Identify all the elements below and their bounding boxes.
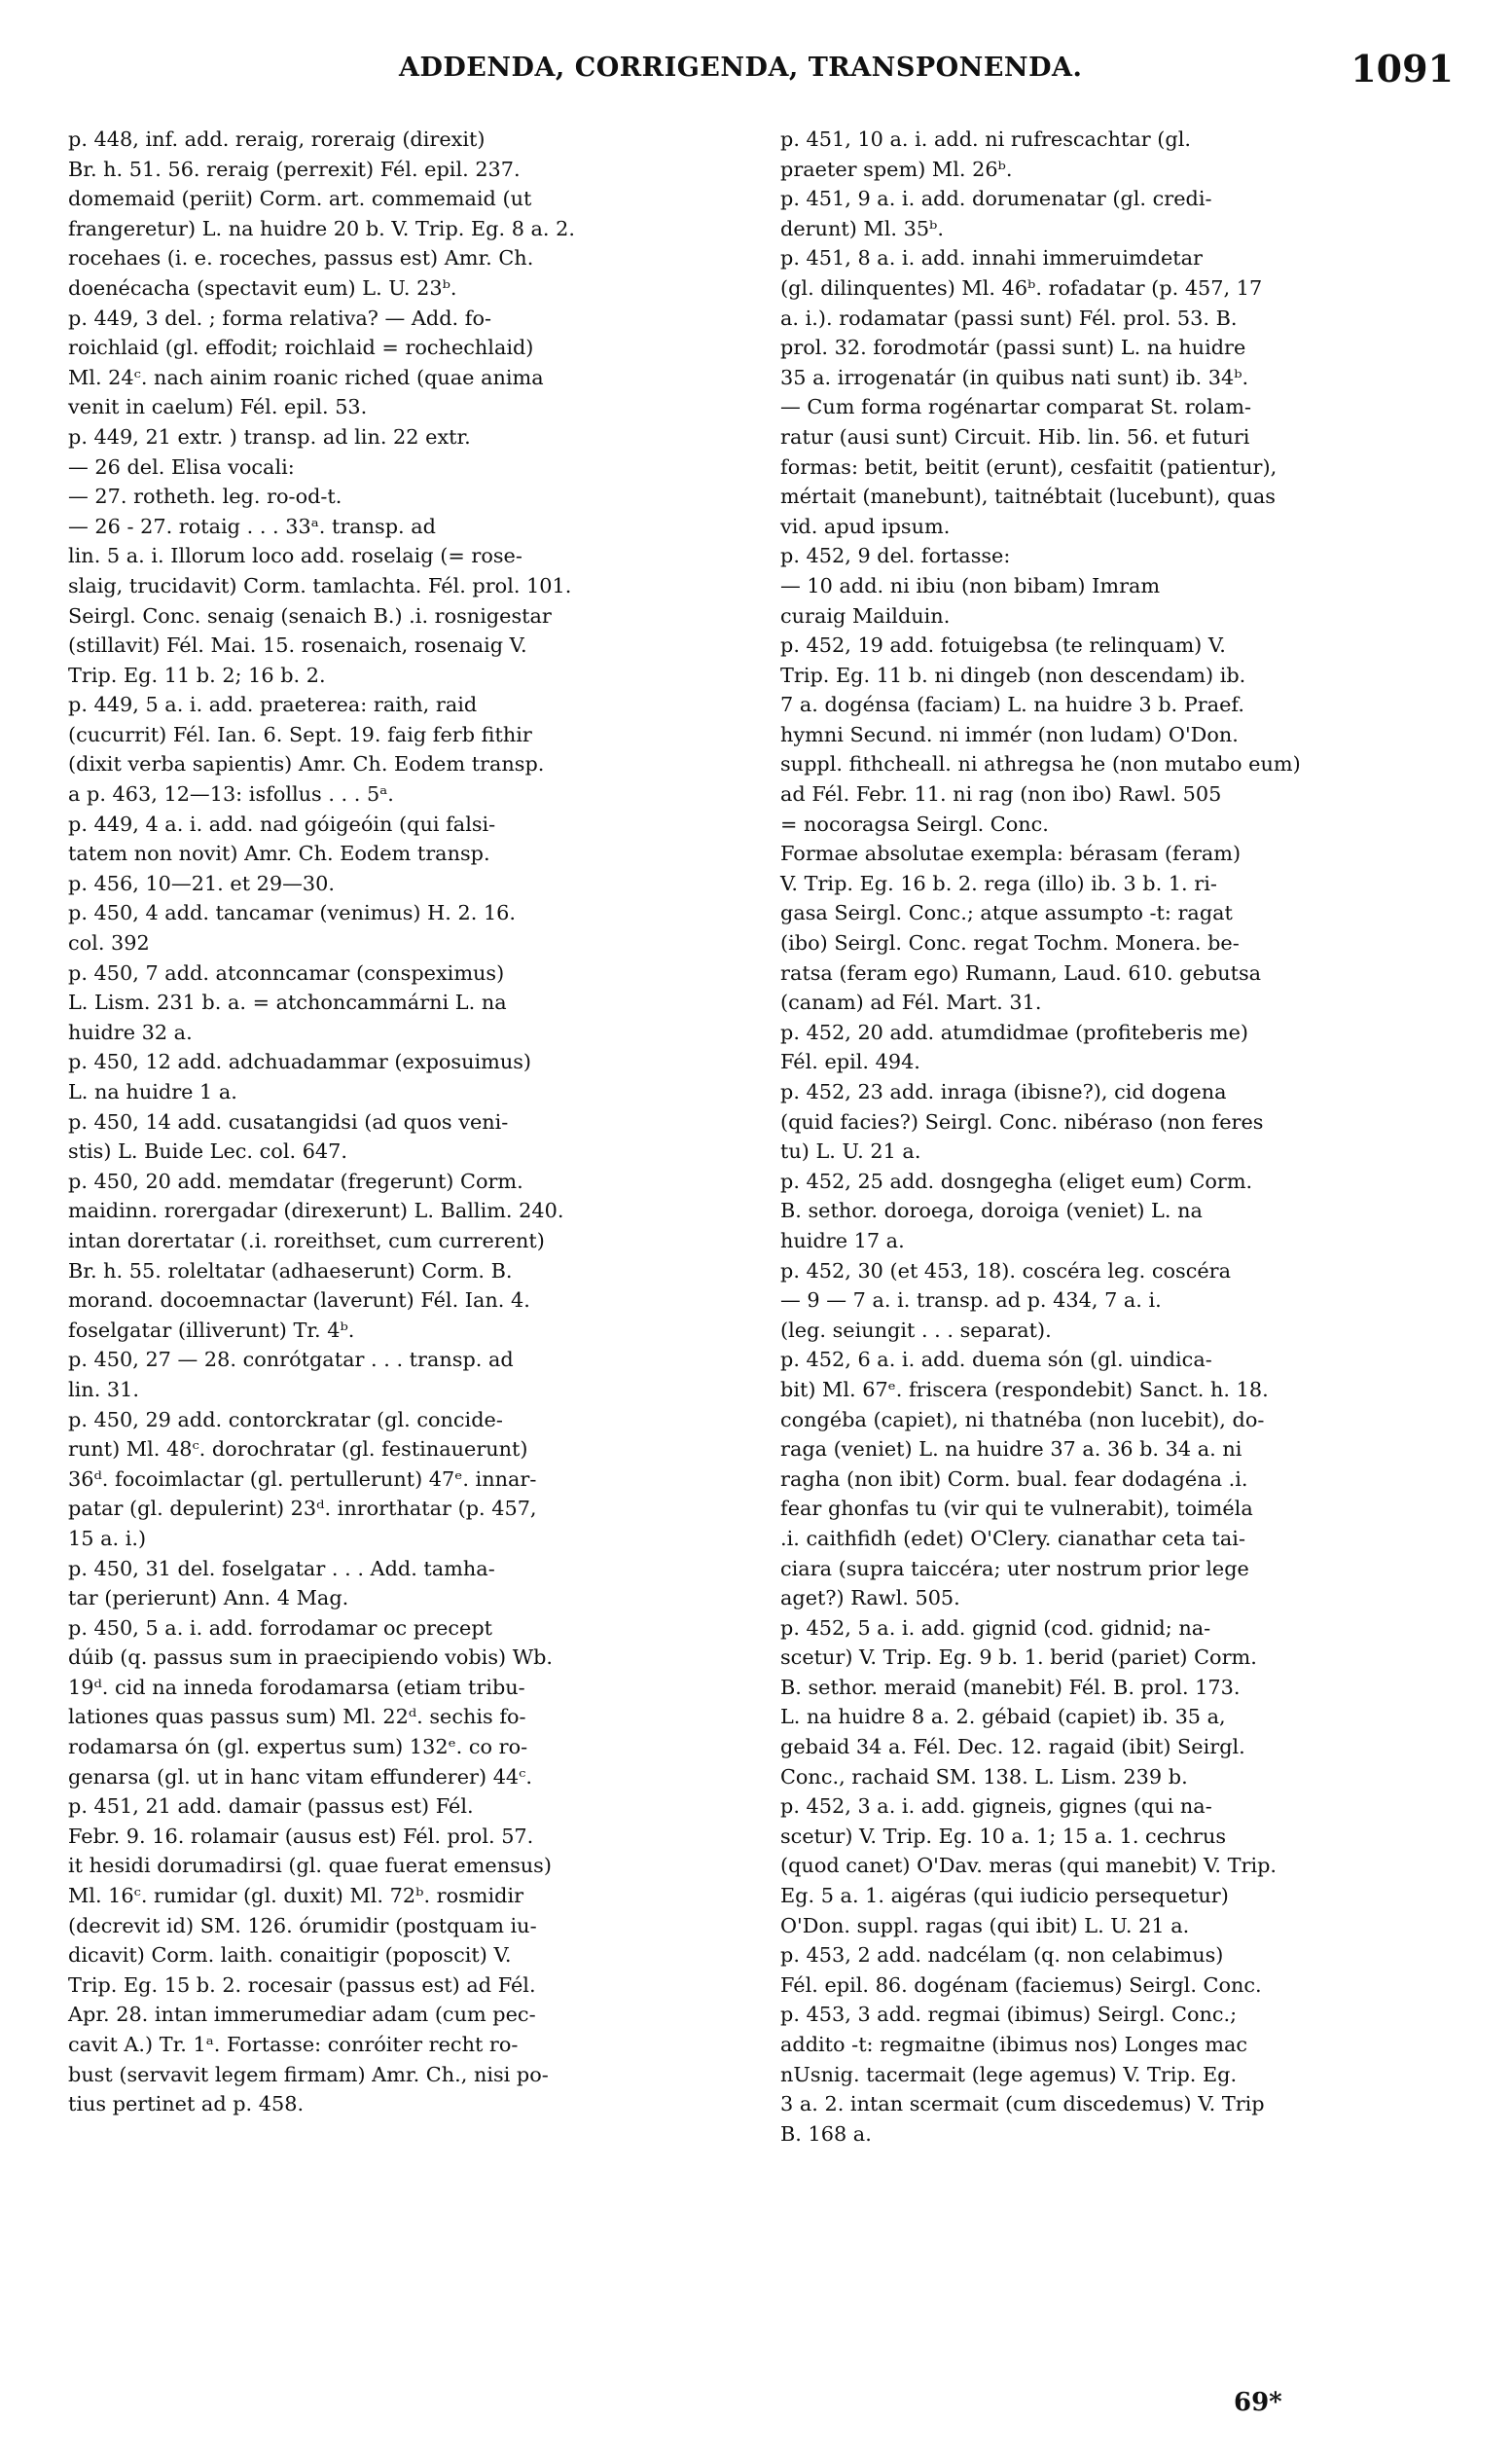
text-line: praeter spem) Ml. 26ᵇ.: [780, 157, 1013, 181]
text-line: curaig Mailduin.: [780, 603, 951, 628]
text-line: ragha (non ibit) Corm. bual. fear dodagéna .i.: [780, 1466, 1248, 1491]
text-line: Trip. Eg. 11 b. ni dingeb (non descendam) ib.: [780, 663, 1246, 687]
text-line: p. 451, 8 a. i. add. innahi immeruimdetar: [780, 246, 1203, 271]
text-line: roichlaid (gl. effodit; roichlaid = rochechlaid): [68, 336, 534, 360]
text-line: derunt) Ml. 35ᵇ.: [780, 216, 944, 240]
text-line: bit) Ml. 67ᵉ. friscera (respondebit) Sanct. h. 18.: [780, 1377, 1269, 1401]
text-line: scetur) V. Trip. Eg. 10 a. 1; 15 a. 1. cechrus: [780, 1824, 1227, 1848]
text-line: 3 a. 2. intan scermait (cum discedemus) V. Trip: [780, 2092, 1265, 2116]
text-line: p. 452, 20 add. atumdidmae (profiteberis me): [780, 1020, 1249, 1044]
text-line: O'Don. suppl. ragas (qui ibit) L. U. 21 a.: [780, 1913, 1190, 1937]
text-line: p. 452, 19 add. fotuigebsa (te relinquam) V.: [780, 633, 1226, 658]
text-line: p. 453, 2 add. nadcélam (q. non celabimus): [780, 1943, 1224, 1968]
text-line: stis) L. Buide Lec. col. 647.: [68, 1139, 348, 1164]
text-line: aget?) Rawl. 505.: [780, 1586, 960, 1610]
text-line: 19ᵈ. cid na inneda forodamarsa (etiam tribu-: [68, 1675, 525, 1699]
text-line: (leg. seiungit . . . separat).: [780, 1318, 1052, 1342]
text-line: mértait (manebunt), taitnébtait (lucebunt), quas: [780, 485, 1276, 509]
text-line: intan dorertatar (.i. roreithset, cum currerent): [68, 1228, 545, 1252]
text-line: gebaid 34 a. Fél. Dec. 12. ragaid (ibit) Seirgl.: [780, 1735, 1245, 1759]
text-line: p. 449, 21 extr. ) transp. ad lin. 22 extr.: [68, 424, 471, 449]
text-line: hymni Secund. ni immér (non ludam) O'Don.: [780, 722, 1239, 746]
text-line: p. 449, 4 a. i. add. nad góigeóin (qui falsi-: [68, 812, 496, 836]
text-line: (ibo) Seirgl. Conc. regat Tochm. Monera. be-: [780, 931, 1240, 956]
text-line: p. 450, 5 a. i. add. forrodamar oc precept: [68, 1615, 493, 1640]
text-line: it hesidi dorumadirsi (gl. quae fuerat emensus): [68, 1854, 552, 1878]
text-line: B. sethor. meraid (manebit) Fél. B. prol. 173.: [780, 1675, 1241, 1699]
text-line: suppl. fithcheall. ni athregsa he (non mutabo eum): [780, 752, 1301, 777]
text-line: formas: betit, beitit (erunt), cesfaitit (patientur),: [780, 454, 1278, 479]
text-line: ciara (supra taiccéra; uter nostrum prior lege: [780, 1556, 1249, 1580]
text-line: Fél. epil. 86. dogénam (faciemus) Seirgl. Conc.: [780, 1972, 1262, 1997]
text-line: (canam) ad Fél. Mart. 31.: [780, 991, 1042, 1015]
text-line: tu) L. U. 21 a.: [780, 1139, 921, 1164]
text-line: 36ᵈ. focoimlactar (gl. pertullerunt) 47ᵉ. innar-: [68, 1466, 537, 1491]
text-line: prol. 32. forodmotár (passi sunt) L. na huidre: [780, 336, 1246, 360]
text-line: domemaid (periit) Corm. art. commemaid (ut: [68, 187, 532, 211]
text-line: ratsa (feram ego) Rumann, Laud. 610. gebutsa: [780, 960, 1262, 985]
text-line: p. 452, 5 a. i. add. gignid (cod. gidnid; na-: [780, 1615, 1211, 1640]
text-line: (quid facies?) Seirgl. Conc. nibéraso (non feres: [780, 1109, 1264, 1134]
text-line: p. 448, inf. add. reraig, roreraig (direxit): [68, 127, 486, 151]
text-line: B. 168 a.: [780, 2121, 872, 2146]
text-line: Br. h. 55. roleltatar (adhaeserunt) Corm. B.: [68, 1258, 513, 1283]
text-line: 15 a. i.): [68, 1526, 147, 1550]
text-line: p. 450, 29 add. contorckratar (gl. concide-: [68, 1407, 503, 1431]
text-line: doenécacha (spectavit eum) L. U. 23ᵇ.: [68, 275, 457, 300]
text-line: (stillavit) Fél. Mai. 15. rosenaich, rosenaig V.: [68, 633, 527, 658]
text-line: p. 450, 31 del. foselgatar . . . Add. tamha-: [68, 1556, 495, 1580]
text-line: cavit A.) Tr. 1ᵃ. Fortasse: conróiter recht ro-: [68, 2033, 519, 2056]
text-line: p. 450, 20 add. memdatar (fregerunt) Corm.: [68, 1169, 523, 1193]
text-line: scetur) V. Trip. Eg. 9 b. 1. berid (pariet) Corm.: [780, 1645, 1257, 1670]
text-line: addito -t: regmaitne (ibimus nos) Longes mac: [780, 2033, 1248, 2056]
text-line: p. 450, 14 add. cusatangidsi (ad quos veni-: [68, 1109, 509, 1134]
text-line: lin. 5 a. i. Illorum loco add. roselaig (= rose-: [68, 544, 522, 568]
page-number: 1091: [1350, 47, 1454, 90]
text-line: Febr. 9. 16. rolamair (ausus est) Fél. prol. 57.: [68, 1824, 534, 1848]
text-line: lin. 31.: [68, 1377, 139, 1401]
text-line: Apr. 28. intan immerumediar adam (cum pec-: [68, 2003, 536, 2027]
text-line: p. 452, 30 (et 453, 18). coscéra leg. coscéra: [780, 1258, 1232, 1283]
text-line: B. sethor. doroega, doroiga (veniet) L. na: [780, 1199, 1203, 1223]
text-line: (cucurrit) Fél. Ian. 6. Sept. 19. faig ferb fithir: [68, 722, 532, 746]
text-line: Br. h. 51. 56. reraig (perrexit) Fél. epil. 237.: [68, 157, 521, 181]
text-line: — 9 — 7 a. i. transp. ad p. 434, 7 a. i.: [780, 1288, 1162, 1313]
text-line: p. 450, 4 add. tancamar (venimus) H. 2. 16.: [68, 901, 517, 925]
text-line: venit in caelum) Fél. epil. 53.: [68, 395, 368, 419]
text-line: Trip. Eg. 15 b. 2. rocesair (passus est) ad Fél.: [68, 1972, 536, 1997]
text-line: Seirgl. Conc. senaig (senaich B.) .i. rosnigestar: [68, 603, 552, 628]
text-line: 35 a. irrogenatár (in quibus nati sunt) ib. 34ᵇ.: [780, 365, 1249, 389]
text-line: p. 450, 7 add. atconncamar (conspeximus): [68, 960, 505, 985]
text-line: p. 452, 3 a. i. add. gigneis, gignes (qui na-: [780, 1794, 1212, 1819]
text-line: Eg. 5 a. 1. aigéras (qui iudicio persequetur): [780, 1884, 1229, 1908]
right-column: [780, 125, 1452, 2149]
text-line: tius pertinet ad p. 458.: [68, 2092, 305, 2116]
text-line: p. 449, 3 del. ; forma relativa? — Add. fo-: [68, 306, 492, 330]
text-line: nUsnig. tacermait (lege agemus) V. Trip. Eg.: [780, 2062, 1238, 2086]
running-title: ADDENDA, CORRIGENDA, TRANSPONENDA.: [399, 53, 1083, 83]
text-line: congéba (capiet), ni thatnéba (non lucebit), do-: [780, 1407, 1265, 1431]
text-line: L. Lism. 231 b. a. = atchoncammárni L. na: [68, 991, 507, 1015]
text-line: V. Trip. Eg. 16 b. 2. rega (illo) ib. 3 b. 1. ri-: [780, 871, 1217, 895]
text-line: raga (veniet) L. na huidre 37 a. 36 b. 34 a. ni: [780, 1437, 1242, 1462]
text-line: patar (gl. depulerint) 23ᵈ. inrorthatar (p. 457,: [68, 1497, 537, 1521]
text-line: ad Fél. Febr. 11. ni rag (non ibo) Rawl. 505: [780, 782, 1222, 807]
text-line: p. 451, 9 a. i. add. dorumenatar (gl. credi-: [780, 187, 1212, 211]
text-line: morand. docoemnactar (laverunt) Fél. Ian. 4.: [68, 1288, 530, 1313]
text-line: p. 452, 6 a. i. add. duema són (gl. uindica-: [780, 1348, 1212, 1372]
text-line: L. na huidre 8 a. 2. gébaid (capiet) ib. 35 a,: [780, 1705, 1226, 1729]
text-line: gasa Seirgl. Conc.; atque assumpto -t: ragat: [780, 901, 1233, 925]
text-line: genarsa (gl. ut in hanc vitam effunderer) 44ᶜ.: [68, 1764, 532, 1789]
text-line: dicavit) Corm. laith. conaitigir (poposcit) V.: [68, 1943, 512, 1968]
text-line: dúib (q. passus sum in praecipiendo vobis) Wb.: [68, 1645, 554, 1670]
left-column: [68, 125, 739, 2119]
text-line: vid. apud ipsum.: [780, 514, 951, 538]
text-line: rodamarsa ón (gl. expertus sum) 132ᵉ. co ro-: [68, 1735, 528, 1759]
text-line: p. 450, 12 add. adchuadammar (exposuimus): [68, 1050, 532, 1074]
text-line: p. 451, 10 a. i. add. ni rufrescachtar (gl.: [780, 127, 1191, 151]
text-line: tar (perierunt) Ann. 4 Mag.: [68, 1586, 349, 1610]
text-line: huidre 17 a.: [780, 1228, 905, 1252]
text-line: p. 449, 5 a. i. add. praeterea: raith, raid: [68, 693, 478, 717]
text-line: — 26 del. Elisa vocali:: [68, 454, 295, 479]
text-line: a. i.). rodamatar (passi sunt) Fél. prol. 53. B.: [780, 306, 1238, 330]
text-line: a p. 463, 12—13: isfollus . . . 5ᵃ.: [68, 782, 394, 807]
text-line: p. 451, 21 add. damair (passus est) Fél.: [68, 1794, 474, 1819]
text-line: (decrevit id) SM. 126. órumidir (postquam iu-: [68, 1913, 537, 1937]
text-line: p. 452, 23 add. inraga (ibisne?), cid dogena: [780, 1080, 1227, 1103]
text-line: bust (servavit legem firmam) Amr. Ch., nisi po-: [68, 2062, 549, 2086]
text-line: slaig, trucidavit) Corm. tamlachta. Fél. prol. 101.: [68, 573, 572, 597]
text-line: 7 a. dogénsa (faciam) L. na huidre 3 b. Praef.: [780, 693, 1244, 717]
text-line: foselgatar (illiverunt) Tr. 4ᵇ.: [68, 1318, 355, 1342]
text-line: (dixit verba sapientis) Amr. Ch. Eodem transp.: [68, 752, 545, 777]
text-line: rocehaes (i. e. roceches, passus est) Amr. Ch.: [68, 246, 534, 271]
text-line: Fél. epil. 494.: [780, 1050, 920, 1074]
text-line: (quod canet) O'Dav. meras (qui manebit) V. Trip.: [780, 1854, 1278, 1878]
text-line: runt) Ml. 48ᶜ. dorochratar (gl. festinauerunt): [68, 1437, 528, 1462]
text-line: frangeretur) L. na huidre 20 b. V. Trip. Eg. 8 a. 2.: [68, 216, 575, 240]
text-line: maidinn. rorergadar (direxerunt) L. Ballim. 240.: [68, 1199, 564, 1223]
text-line: Formae absolutae exempla: bérasam (feram): [780, 842, 1242, 866]
text-line: p. 452, 25 add. dosngegha (eliget eum) Corm.: [780, 1169, 1253, 1193]
text-line: lationes quas passus sum) Ml. 22ᵈ. sechis fo-: [68, 1705, 526, 1729]
text-line: p. 453, 3 add. regmai (ibimus) Seirgl. Conc.;: [780, 2003, 1238, 2027]
text-line: col. 392: [68, 931, 150, 956]
text-line: .i. caithfidh (edet) O'Clery. cianathar ceta tai-: [780, 1526, 1245, 1550]
text-line: Ml. 24ᶜ. nach ainim roanic riched (quae anima: [68, 365, 544, 389]
text-line: p. 456, 10—21. et 29—30.: [68, 871, 336, 895]
text-line: = nocoragsa Seirgl. Conc.: [780, 812, 1049, 836]
text-line: — 26 - 27. rotaig . . . 33ᵃ. transp. ad: [68, 514, 436, 538]
text-line: p. 450, 27 — 28. conrótgatar . . . transp. ad: [68, 1348, 514, 1372]
text-line: Ml. 16ᶜ. rumidar (gl. duxit) Ml. 72ᵇ. rosmidir: [68, 1884, 524, 1908]
printer-signature: 69*: [1234, 2388, 1282, 2417]
text-line: tatem non novit) Amr. Ch. Eodem transp.: [68, 842, 490, 866]
text-line: (gl. dilinquentes) Ml. 46ᵇ. rofadatar (p. 457, 17: [780, 275, 1263, 300]
text-line: Conc., rachaid SM. 138. L. Lism. 239 b.: [780, 1764, 1188, 1789]
text-line: ratur (ausi sunt) Circuit. Hib. lin. 56. et futuri: [780, 424, 1250, 449]
text-line: — Cum forma rogénartar comparat St. rolam-: [780, 395, 1252, 419]
text-line: p. 452, 9 del. fortasse:: [780, 544, 1011, 568]
text-line: Trip. Eg. 11 b. 2; 16 b. 2.: [68, 663, 326, 687]
text-line: fear ghonfas tu (vir qui te vulnerabit), toiméla: [780, 1497, 1253, 1521]
text-line: L. na huidre 1 a.: [68, 1080, 237, 1103]
text-line: huidre 32 a.: [68, 1020, 193, 1044]
text-line: — 27. rotheth. leg. ro-od-t.: [68, 485, 342, 509]
text-line: — 10 add. ni ibiu (non bibam) Imram: [780, 573, 1161, 597]
page-header: [68, 47, 1454, 105]
